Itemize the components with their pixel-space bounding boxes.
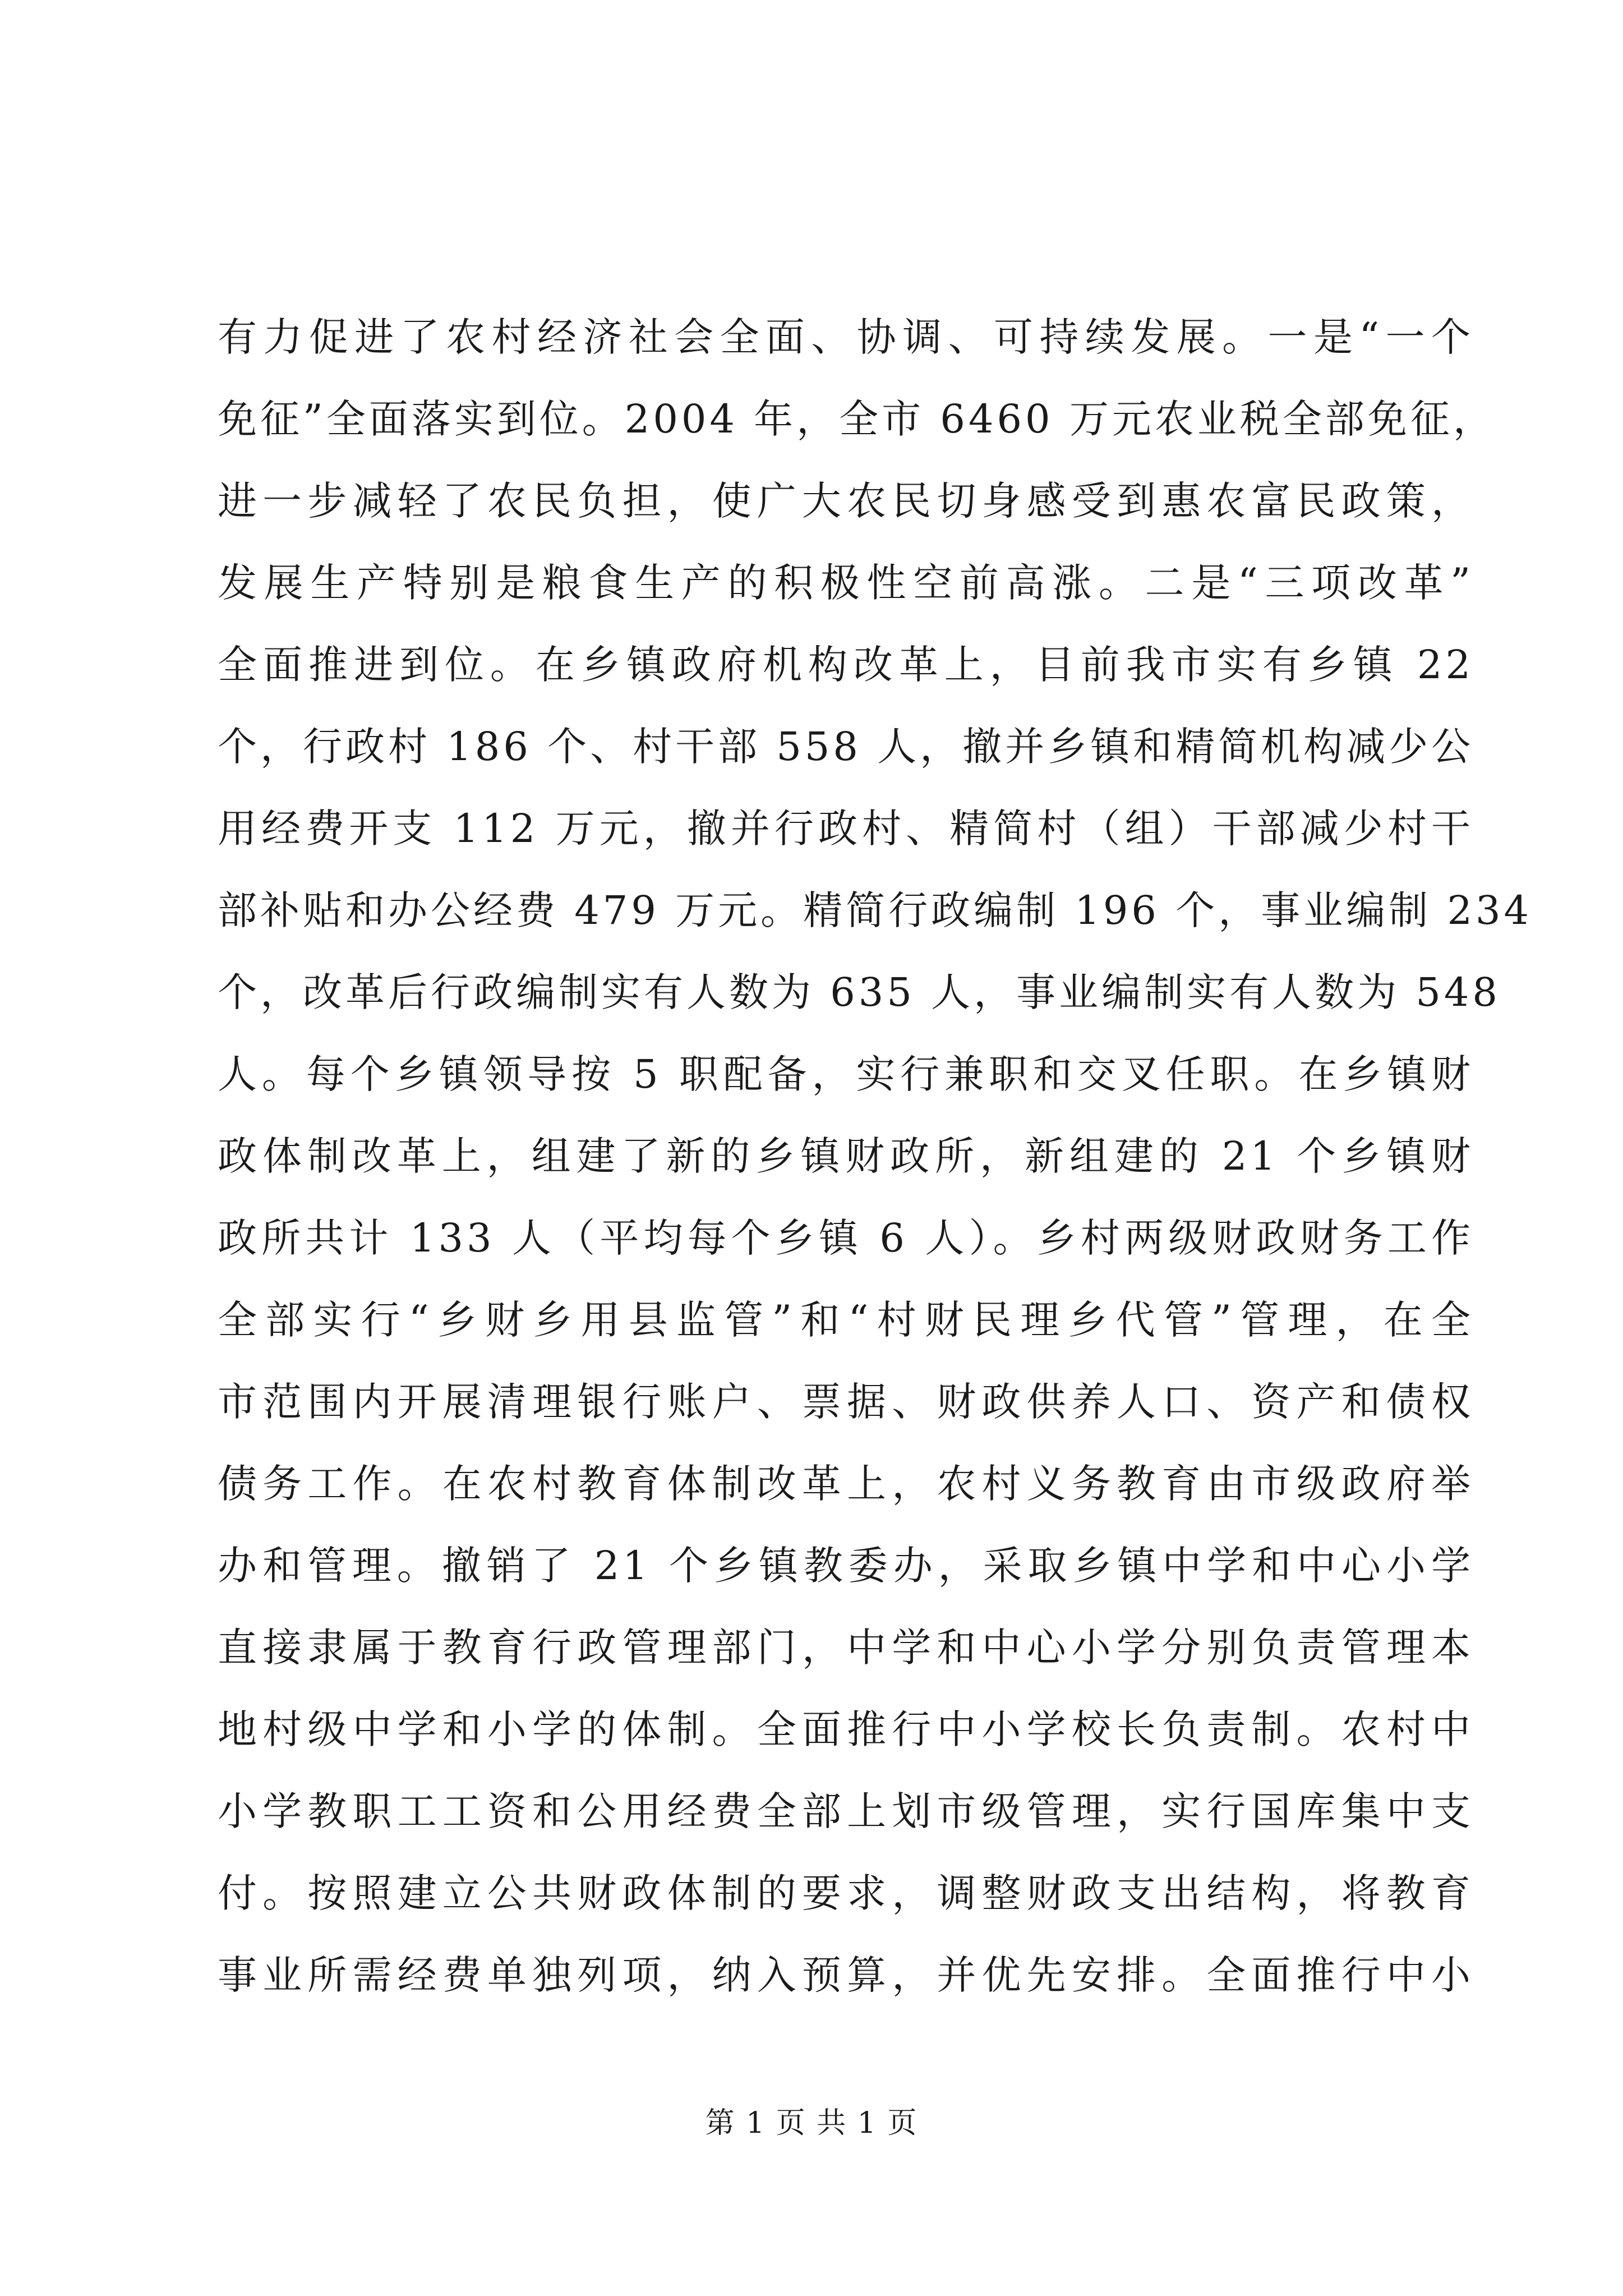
text-line: 全面推进到位。在乡镇政府机构改革上，目前我市实有乡镇 22: [218, 642, 1474, 688]
text-line: 发展生产特别是粮食生产的积极性空前高涨。二是“三项改革”: [218, 560, 1474, 606]
text-line: 用经费开支 112 万元，撤并行政村、精简村（组）干部减少村干: [218, 806, 1474, 852]
text-line: 办和管理。撤销了 21 个乡镇教委办，采取乡镇中学和中心小学: [218, 1543, 1474, 1589]
text-line: 市范围内开展清理银行账户、票据、财政供养人口、资产和债权: [218, 1379, 1474, 1425]
text-line: 付。按照建立公共财政体制的要求，调整财政支出结构，将教育: [218, 1870, 1474, 1916]
text-line: 全部实行“乡财乡用县监管”和“村财民理乡代管”管理，在全: [218, 1297, 1474, 1343]
text-line: 有力促进了农村经济社会全面、协调、可持续发展。一是“一个: [218, 314, 1474, 360]
text-line: 个，改革后行政编制实有人数为 635 人，事业编制实有人数为 548: [218, 969, 1501, 1015]
body-text: [218, 296, 1533, 2016]
text-line: 小学教职工工资和公用经费全部上划市级管理，实行国库集中支: [218, 1788, 1474, 1834]
text-line: 政体制改革上，组建了新的乡镇财政所，新组建的 21 个乡镇财: [218, 1133, 1474, 1179]
text-line: 部补贴和办公经费 479 万元。精简行政编制 196 个，事业编制 234: [218, 887, 1533, 933]
text-line: 地村级中学和小学的体制。全面推行中小学校长负责制。农村中: [218, 1706, 1474, 1752]
text-line: 事业所需经费单独列项，纳入预算，并优先安排。全面推行中小: [218, 1952, 1474, 1998]
page-footer: 第 1 页 共 1 页: [705, 2106, 918, 2140]
text-line: 直接隶属于教育行政管理部门，中学和中心小学分别负责管理本: [218, 1625, 1474, 1671]
text-line: 进一步减轻了农民负担，使广大农民切身感受到惠农富民政策，: [218, 478, 1474, 524]
text-line: 债务工作。在农村教育体制改革上，农村义务教育由市级政府举: [218, 1461, 1474, 1507]
text-line: 免征”全面落实到位。2004 年，全市 6460 万元农业税全部免征，: [218, 396, 1496, 442]
text-line: 个，行政村 186 个、村干部 558 人，撤并乡镇和精简机构减少公: [218, 724, 1474, 770]
text-line: 人。每个乡镇领导按 5 职配备，实行兼职和交叉任职。在乡镇财: [218, 1051, 1474, 1097]
text-line: 政所共计 133 人（平均每个乡镇 6 人）。乡村两级财政财务工作: [218, 1215, 1474, 1261]
